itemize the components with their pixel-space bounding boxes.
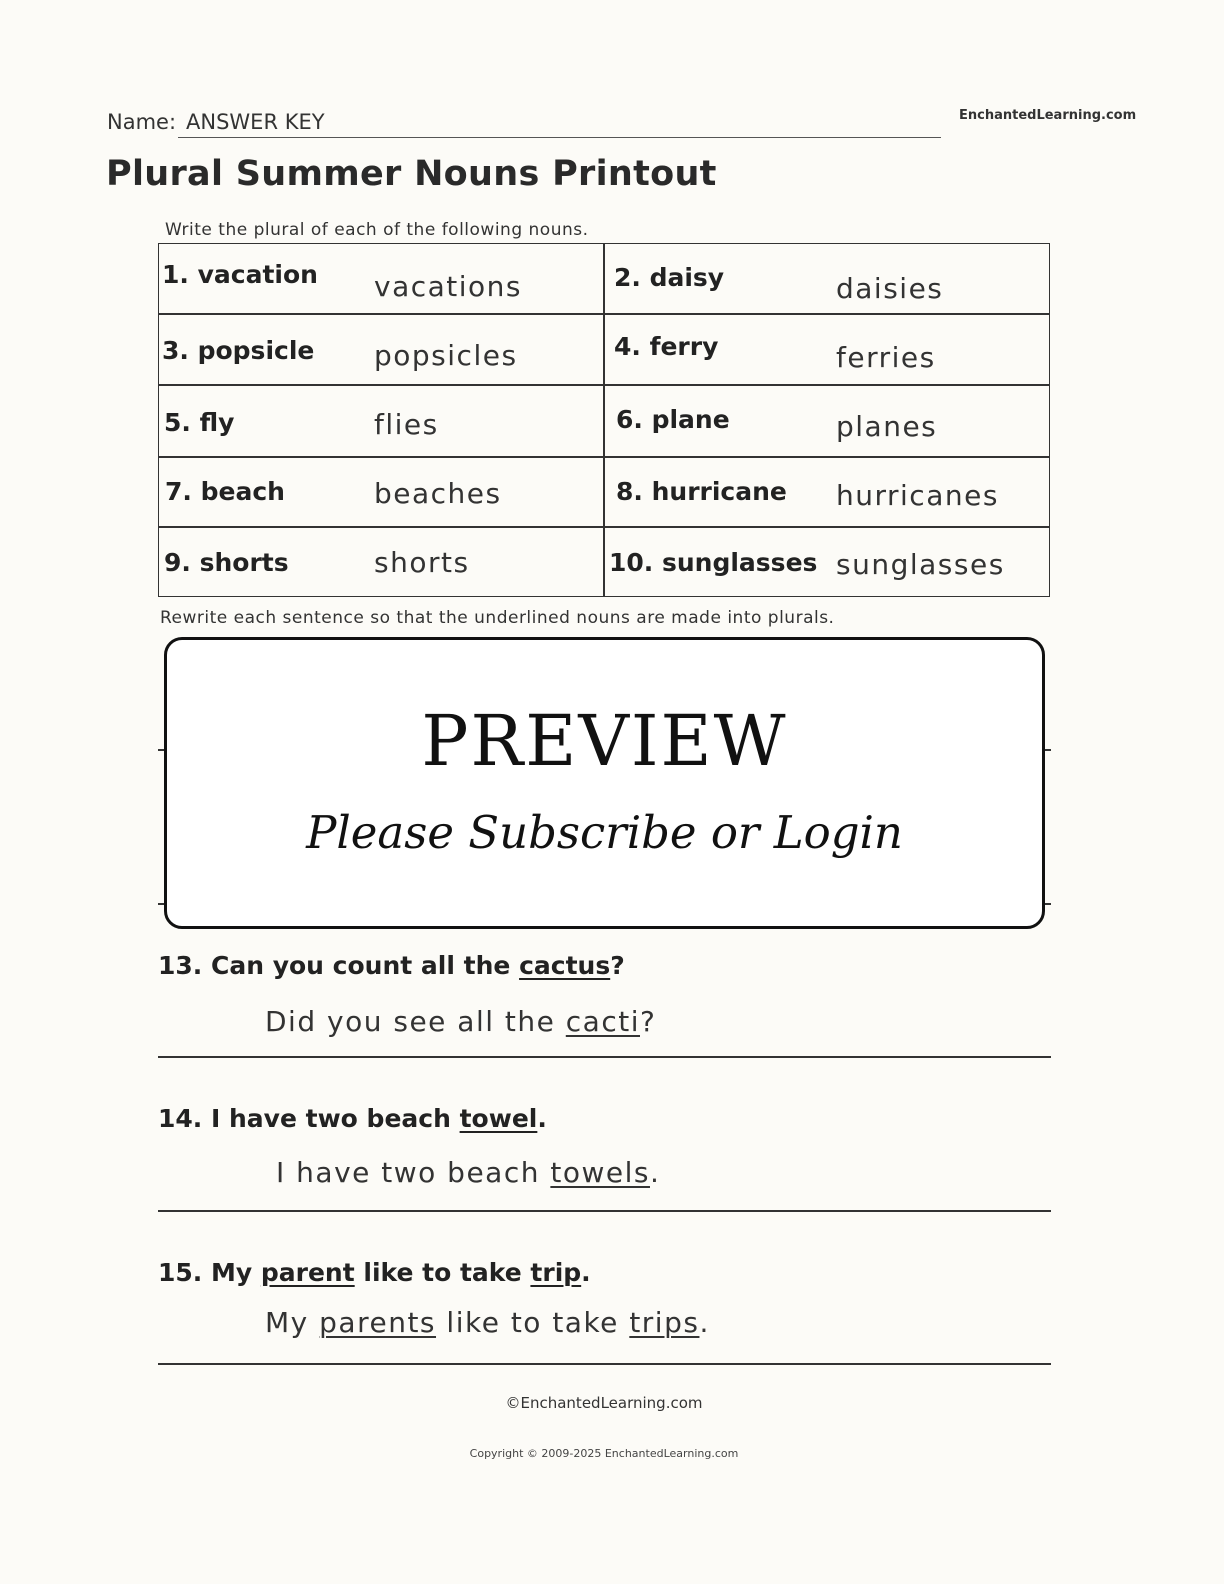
table-answer: planes: [836, 410, 938, 443]
name-label: Name:: [107, 110, 177, 134]
table-answer: popsicles: [374, 339, 518, 372]
sentence-question: 14. I have two beach towel.: [158, 1104, 547, 1133]
table-word: 1. vacation: [162, 260, 318, 289]
table-answer: shorts: [374, 546, 470, 579]
sentence-question: 15. My parent like to take trip.: [158, 1258, 591, 1287]
sentence-answer: Did you see all the cacti?: [265, 1005, 657, 1038]
table-word: 7. beach: [165, 477, 285, 506]
preview-subtitle[interactable]: Please Subscribe or Login: [306, 806, 903, 859]
part1-instruction: Write the plural of each of the following nouns.: [165, 220, 589, 240]
table-answer: ferries: [836, 341, 936, 374]
answer-line: [158, 1056, 1051, 1058]
footer-copyright: Copyright © 2009-2025 EnchantedLearning.com: [469, 1447, 739, 1460]
sentence-answer: I have two beach towels.: [276, 1156, 661, 1189]
page-title: Plural Summer Nouns Printout: [106, 154, 717, 194]
table-word: 8. hurricane: [616, 477, 787, 506]
name-value: ANSWER KEY: [186, 110, 325, 134]
name-underline: [178, 137, 941, 138]
answer-line: [158, 1363, 1051, 1365]
table-answer: sunglasses: [836, 548, 1005, 581]
preview-title: PREVIEW: [421, 700, 788, 782]
table-word: 10. sunglasses: [609, 548, 818, 577]
table-word: 3. popsicle: [162, 336, 315, 365]
table-word: 2. daisy: [614, 263, 725, 292]
table-answer: hurricanes: [836, 479, 999, 512]
table-word: 6. plane: [616, 405, 730, 434]
answer-line: [158, 1210, 1051, 1212]
table-word: 4. ferry: [614, 332, 719, 361]
table-divider: [603, 243, 605, 597]
table-row-divider: [158, 456, 1050, 458]
part2-instruction: Rewrite each sentence so that the underlined nouns are made into plurals.: [160, 608, 835, 628]
table-word: 9. shorts: [164, 548, 289, 577]
sentence-question: 13. Can you count all the cactus?: [158, 951, 625, 980]
table-row-divider: [158, 526, 1050, 528]
table-answer: beaches: [374, 477, 502, 510]
table-answer: vacations: [374, 270, 523, 303]
table-answer: daisies: [836, 272, 944, 305]
footer-credit: ©EnchantedLearning.com: [505, 1394, 703, 1412]
table-answer: flies: [374, 408, 439, 441]
site-logo-text: EnchantedLearning.com: [959, 108, 1137, 123]
sentence-answer: My parents like to take trips.: [265, 1306, 710, 1339]
table-row-divider: [158, 384, 1050, 386]
table-row-divider: [158, 313, 1050, 315]
table-word: 5. fly: [164, 408, 235, 437]
preview-overlay[interactable]: [164, 637, 1045, 929]
